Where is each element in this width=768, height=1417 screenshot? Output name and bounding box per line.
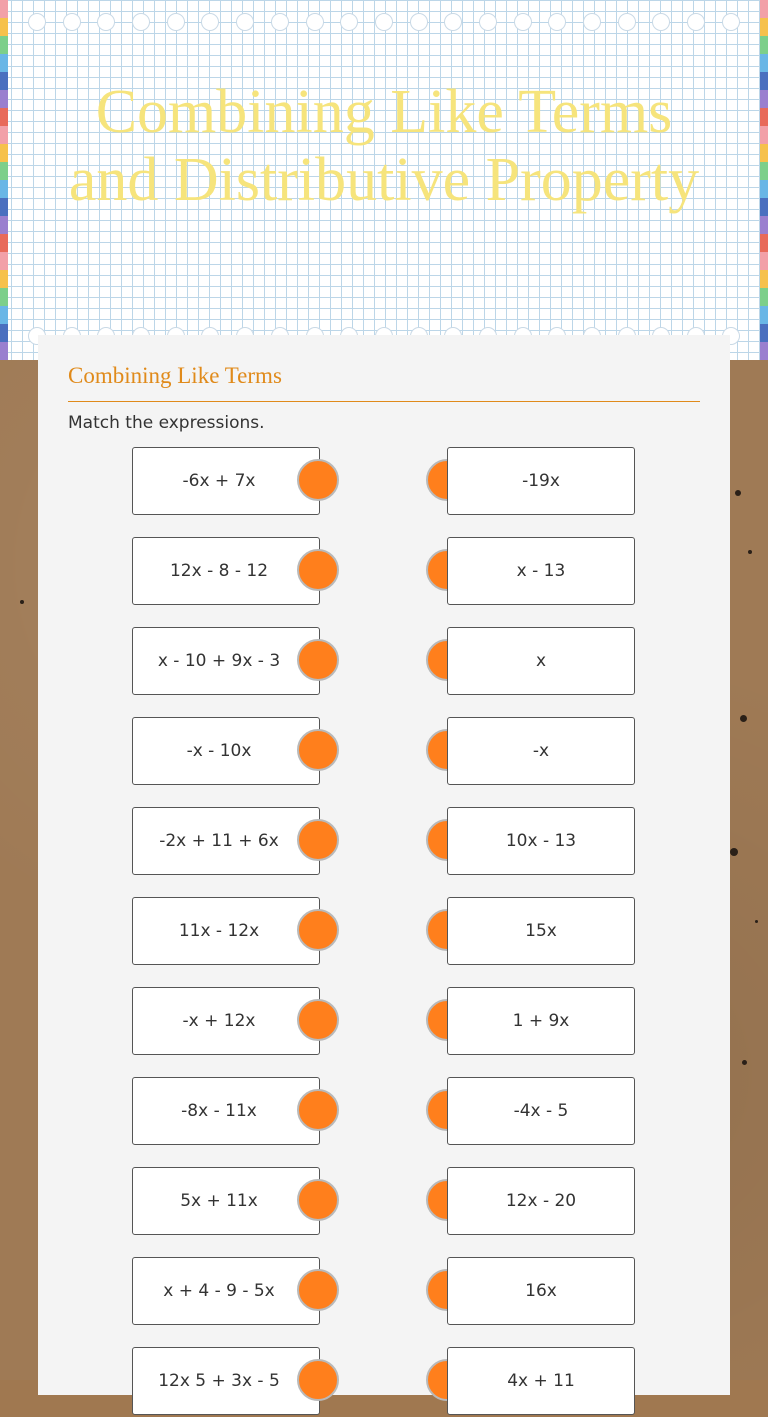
match-row (38, 1257, 730, 1327)
rainbow-border-left (0, 0, 8, 360)
match-row (38, 987, 730, 1057)
speck (740, 715, 747, 722)
match-row (38, 897, 730, 967)
speck (742, 1060, 747, 1065)
right-expression-card[interactable]: -19x (447, 447, 635, 515)
match-row (38, 1347, 730, 1417)
match-row (38, 1077, 730, 1147)
left-connector-dot[interactable] (297, 729, 339, 771)
punch-holes-top (28, 13, 740, 31)
left-expression-card[interactable]: 11x - 12x (132, 897, 320, 965)
worksheet-title: Combining Like Terms and Distributive Property (68, 78, 700, 214)
rainbow-border-right (760, 0, 768, 360)
right-expression-card[interactable]: -x (447, 717, 635, 785)
match-row (38, 537, 730, 607)
speck (730, 848, 738, 856)
left-connector-dot[interactable] (297, 999, 339, 1041)
match-row (38, 717, 730, 787)
left-expression-card[interactable]: 5x + 11x (132, 1167, 320, 1235)
left-connector-dot[interactable] (297, 819, 339, 861)
right-expression-card[interactable]: x (447, 627, 635, 695)
right-expression-card[interactable]: x - 13 (447, 537, 635, 605)
instructions: Match the expressions. (68, 413, 265, 433)
match-row (38, 447, 730, 517)
left-connector-dot[interactable] (297, 1179, 339, 1221)
right-expression-card[interactable]: 4x + 11 (447, 1347, 635, 1415)
left-expression-card[interactable]: -x - 10x (132, 717, 320, 785)
right-expression-card[interactable]: 10x - 13 (447, 807, 635, 875)
right-expression-card[interactable]: 16x (447, 1257, 635, 1325)
left-connector-dot[interactable] (297, 909, 339, 951)
section-divider (68, 401, 700, 402)
left-expression-card[interactable]: x + 4 - 9 - 5x (132, 1257, 320, 1325)
speck (755, 920, 758, 923)
left-connector-dot[interactable] (297, 1269, 339, 1311)
left-connector-dot[interactable] (297, 639, 339, 681)
left-connector-dot[interactable] (297, 1089, 339, 1131)
worksheet-card (38, 335, 730, 1395)
left-expression-card[interactable]: -2x + 11 + 6x (132, 807, 320, 875)
left-expression-card[interactable]: x - 10 + 9x - 3 (132, 627, 320, 695)
speck (735, 490, 741, 496)
right-expression-card[interactable]: 15x (447, 897, 635, 965)
left-expression-card[interactable]: -x + 12x (132, 987, 320, 1055)
match-row (38, 627, 730, 697)
left-connector-dot[interactable] (297, 1359, 339, 1401)
graph-paper-header (0, 0, 768, 360)
match-row (38, 807, 730, 877)
speck (20, 600, 24, 604)
left-expression-card[interactable]: 12x 5 + 3x - 5 (132, 1347, 320, 1415)
right-expression-card[interactable]: 12x - 20 (447, 1167, 635, 1235)
right-expression-card[interactable]: 1 + 9x (447, 987, 635, 1055)
match-row (38, 1167, 730, 1237)
left-expression-card[interactable]: -8x - 11x (132, 1077, 320, 1145)
section-title: Combining Like Terms (68, 363, 282, 388)
left-expression-card[interactable]: -6x + 7x (132, 447, 320, 515)
left-connector-dot[interactable] (297, 459, 339, 501)
left-expression-card[interactable]: 12x - 8 - 12 (132, 537, 320, 605)
right-expression-card[interactable]: -4x - 5 (447, 1077, 635, 1145)
speck (748, 550, 752, 554)
left-connector-dot[interactable] (297, 549, 339, 591)
